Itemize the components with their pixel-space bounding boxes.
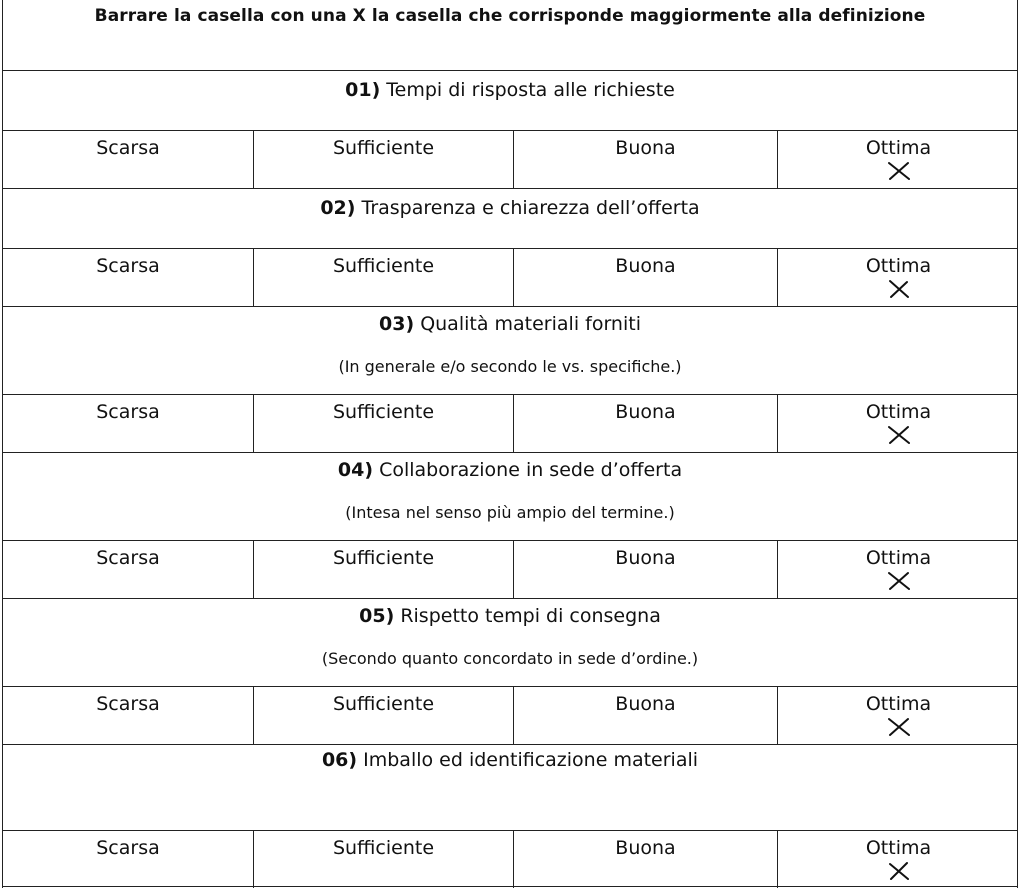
rating-row-03 xyxy=(2,394,1018,452)
section-title xyxy=(3,313,1017,335)
option-buona[interactable]: Buona xyxy=(513,249,777,306)
section-number: 05) xyxy=(359,605,395,627)
section-number: 01) xyxy=(345,79,381,101)
option-ottima[interactable]: Ottima xyxy=(777,249,1019,306)
section-title-text: Tempi di risposta alle richieste xyxy=(386,79,675,101)
rating-row-04 xyxy=(2,540,1018,598)
rating-row-01 xyxy=(2,130,1018,188)
section-number: 06) xyxy=(321,749,358,771)
option-sufficiente[interactable]: Sufficiente xyxy=(253,687,513,744)
option-ottima[interactable]: Ottima xyxy=(777,131,1019,188)
option-sufficiente[interactable]: Sufficiente xyxy=(253,541,513,598)
section-title-text: Collaborazione in sede d’offerta xyxy=(379,459,683,481)
instruction-text: Barrare la casella con una X la casella che corrisponde maggiormente alla definizione xyxy=(2,0,1018,70)
x-mark-icon xyxy=(886,861,912,881)
section-title xyxy=(3,459,1017,481)
option-buona[interactable]: Buona xyxy=(513,541,777,598)
section-06 xyxy=(2,744,1018,830)
x-mark-icon xyxy=(886,161,912,181)
option-scarsa[interactable]: Scarsa xyxy=(96,547,160,569)
x-mark-icon xyxy=(886,425,912,445)
option-scarsa[interactable]: Scarsa xyxy=(96,137,160,159)
option-buona[interactable]: Buona xyxy=(513,831,777,888)
section-number: 03) xyxy=(379,313,415,335)
rating-row-05 xyxy=(2,686,1018,744)
section-04 xyxy=(2,452,1018,540)
option-ottima[interactable]: Ottima xyxy=(777,687,1019,744)
option-sufficiente[interactable]: Sufficiente xyxy=(253,131,513,188)
rating-row-06 xyxy=(2,830,1018,888)
section-05 xyxy=(2,598,1018,686)
section-number: 02) xyxy=(320,197,356,219)
section-03 xyxy=(2,306,1018,394)
option-buona[interactable]: Buona xyxy=(513,395,777,452)
section-note: (Intesa nel senso più ampio del termine.) xyxy=(345,503,675,522)
section-title-text: Qualità materiali forniti xyxy=(420,313,641,335)
option-sufficiente[interactable]: Sufficiente xyxy=(253,395,513,452)
option-buona[interactable]: Buona xyxy=(513,131,777,188)
option-scarsa[interactable]: Scarsa xyxy=(96,401,160,423)
option-scarsa[interactable]: Scarsa xyxy=(96,837,160,859)
form-bottom-border xyxy=(2,886,1018,887)
section-02 xyxy=(2,188,1018,248)
section-note: (In generale e/o secondo le vs. specifiche.) xyxy=(338,357,682,376)
x-mark-icon xyxy=(886,279,912,299)
x-mark-icon xyxy=(886,571,912,591)
section-title xyxy=(3,749,1017,771)
option-scarsa[interactable]: Scarsa xyxy=(96,255,160,277)
section-title xyxy=(3,605,1017,627)
section-01 xyxy=(2,70,1018,130)
option-ottima[interactable]: Ottima xyxy=(777,395,1019,452)
option-sufficiente[interactable]: Sufficiente xyxy=(253,831,513,888)
section-note: (Secondo quanto concordato in sede d’ordine.) xyxy=(321,649,699,668)
option-buona[interactable]: Buona xyxy=(513,687,777,744)
option-ottima[interactable]: Ottima xyxy=(777,831,1019,888)
section-title xyxy=(3,79,1017,101)
section-title xyxy=(3,197,1017,219)
option-ottima[interactable]: Ottima xyxy=(777,541,1019,598)
option-sufficiente[interactable]: Sufficiente xyxy=(253,249,513,306)
rating-row-02 xyxy=(2,248,1018,306)
section-title-text: Imballo ed identificazione materiali xyxy=(363,749,699,771)
section-title-text: Rispetto tempi di consegna xyxy=(400,605,661,627)
section-title-text: Trasparenza e chiarezza dell’offerta xyxy=(361,197,700,219)
option-scarsa[interactable]: Scarsa xyxy=(96,693,160,715)
section-number: 04) xyxy=(337,459,374,481)
x-mark-icon xyxy=(886,717,912,737)
